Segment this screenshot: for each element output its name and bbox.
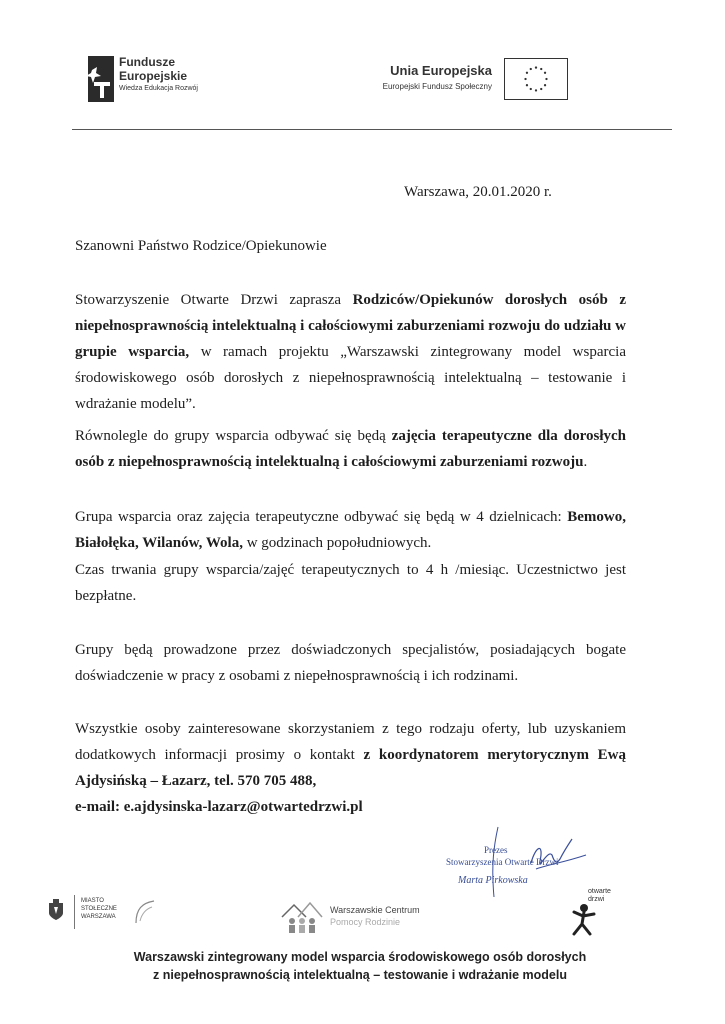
open-door-figure-icon [570,902,600,938]
unia-europejska-logo [358,58,568,103]
paragraph-invitation [75,287,626,417]
city-program-mark-icon [134,899,156,925]
header-divider [72,129,672,130]
wcpr-logo [278,895,458,935]
houses-family-icon [278,895,326,935]
p6-text-a: Wszystkie osoby zainteresowane skorzystaniem z tego rodzaju oferty, lub uzyskaniem dodatkowych informacji prosimy o kontakt [75,721,626,763]
fundusze-europejskie-logo [88,52,238,112]
footer-title-line2: z niepełnosprawnością intelektualną – testowanie i wdrażanie modelu [153,968,567,982]
email-label: e-mail: [75,799,124,815]
footer-title-line1: Warszawski zintegrowany model wsparcia środowiskowego osób dorosłych [133,950,587,964]
paragraph-specialists: Grupy będą prowadzone przez doświadczonych specjalistów, posiadających bogate doświadczenie w pracy z osobami z niepełnosprawnością i ich rodzinami. [75,642,626,684]
date-line: Warszawa, 20.01.2020 r. [404,184,552,200]
p3-text-bold: Bemowo, Białołęka, Wilanów, Wola, [75,509,626,551]
paragraph-districts [75,504,626,556]
footer-logos [0,880,725,940]
logo-fe-line2: Europejskie [119,69,188,83]
p1-text-c: w ramach projektu „Warszawski zintegrowany model wsparcia środowiskowego osób dorosłych z niepełnosprawnością intelektualną – testowanie i wdrażanie modelu”. [75,344,626,412]
logo-eu-line1: Unia Europejska [390,63,492,78]
p3-text-a: Grupa wsparcia oraz zajęcia terapeutyczne odbywać się będą w 4 dzielnicach: [75,509,568,525]
p2-text-bold: zajęcia terapeutyczne dla dorosłych osób z niepełnosprawnością intelektualną i całościowymi zaburzeniami rozwoju [75,428,626,470]
od-text-2: drzwi [588,896,605,903]
p1-text-bold: Rodziców/Opiekunów dorosłych osób z niepełnosprawnością intelektualną i całościowymi zaburzeniami rozwoju do udziału w grupie wsparcia, [75,292,626,360]
paragraph-therapy [75,423,626,475]
warsaw-crest-icon [48,899,64,921]
wcpr-line2: Pomocy Rodzinie [330,917,401,927]
city-logo-text: MIASTO STOŁECZNE WARSZAWA [81,898,117,920]
logo-eu-line2: Europejski Fundusz Społeczny [382,82,492,91]
stamp-name: Marta Pirkowska [458,875,528,886]
warsaw-city-logo [48,895,158,933]
logo-fe-line3: Wiedza Edukacja Rozwój [119,85,198,92]
stamp-organization: Stowarzyszenia Otwarte Drzwi [446,857,559,867]
paragraph-contact [75,716,626,820]
p1-text-a: Stowarzyszenie Otwarte Drzwi zaprasza [75,292,353,308]
footer-project-title [80,948,640,984]
otwarte-drzwi-logo [568,888,628,940]
city-logo-divider [74,895,75,929]
email-address[interactable]: e.ajdysinska-lazarz@otwartedrzwi.pl [123,799,363,815]
p6-text-bold: z koordynatorem merytorycznym Ewą Ajdysińską – Łazarz, tel. 570 705 488, [75,747,626,789]
salutation: Szanowni Państwo Rodzice/Opiekunowie [75,238,327,254]
fundusze-europejskie-icon [88,56,114,102]
stamp-title: Prezes [484,845,508,855]
paragraph-duration: Czas trwania grupy wsparcia/zajęć terapeutycznych to 4 h /miesiąc. Uczestnictwo jest bezpłatne. [75,562,626,604]
p2-text-c: . [583,454,588,470]
eu-flag-icon [504,58,568,100]
logo-fe-line1: Fundusze [119,55,175,69]
p2-text-a: Równolegle do grupy wsparcia odbywać się będą [75,428,392,444]
od-text-1: otwarte [588,888,611,895]
wcpr-line1: Warszawskie Centrum [330,905,420,915]
p3-text-c: w godzinach popołudniowych. [242,535,432,551]
